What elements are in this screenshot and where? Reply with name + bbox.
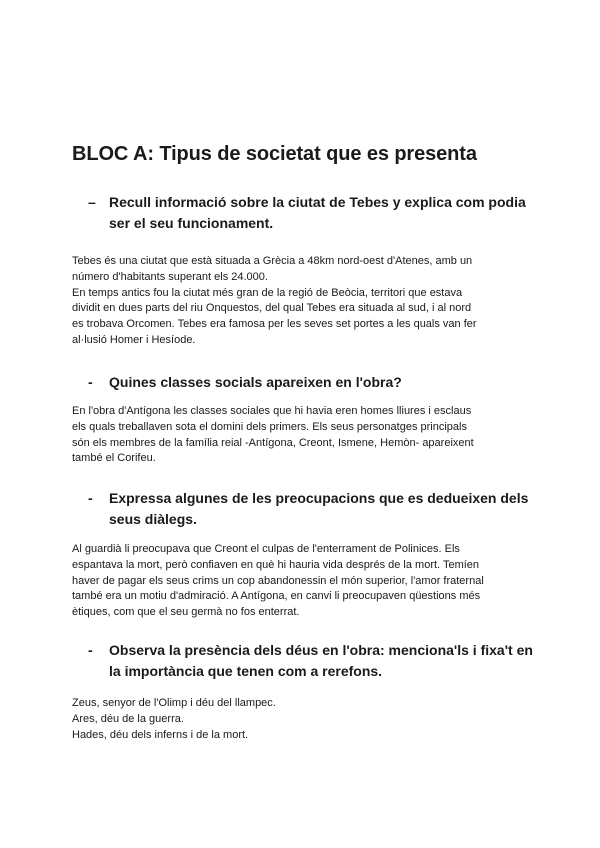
answer-line: Hades, déu dels inferns i de la mort.: [72, 728, 249, 741]
question-2: [88, 372, 548, 393]
answer-line: En temps antics fou la ciutat més gran de la regió de Beòcia, territori que estava: [72, 286, 463, 299]
answer-4: [72, 696, 532, 743]
question-2-text: Quines classes socials apareixen en l'obra?: [109, 374, 402, 390]
answer-line: Al guardià li preocupava que Creont el culpas de l'enterrament de Polinices. Els: [72, 543, 460, 555]
answer-line: Tebes és una ciutat que està situada a Grècia a 48km nord-oest d'Atenes, amb un: [72, 255, 473, 267]
answer-line: són els membres de la família reial -Antígona, Creont, Ismene, Hemòn- apareixent: [72, 436, 474, 449]
answer-line: Zeus, senyor de l'Olimp i déu del llampec.: [72, 697, 276, 709]
question-3-bullet: -: [88, 490, 93, 506]
answer-line: número d'habitants superant els 24.000.: [72, 270, 268, 283]
question-1: [88, 192, 548, 234]
answer-line: En l'obra d'Antígona les classes sociales que hi havia eren homes lliures i esclaus: [72, 405, 472, 417]
answer-1: [72, 254, 532, 349]
answer-line: també era un motiu d'admiració. A Antígona, en canvi li preocupaven qüestions més: [72, 590, 481, 603]
question-4-text: Observa la presència dels déus en l'obra: menciona'ls i fixa't en la importància que tenen com a rerefons.: [109, 642, 533, 679]
answer-line: es trobava Orcomen. Tebes era famosa per les seves set portes a les quals van fer: [72, 318, 477, 331]
answer-line: els quals treballaven sota el domini dels primers. Els seus personatges principals: [72, 420, 467, 433]
answer-line: haver de pagar els seus crims un cop abandonessin el món superior, l'amor fraternal: [72, 574, 484, 587]
question-4: [88, 640, 548, 682]
answer-2: [72, 404, 532, 467]
question-4-bullet: -: [88, 642, 93, 658]
answer-3: [72, 542, 532, 621]
answer-line: dividit en dues parts del riu Onquestos, del qual Tebes era situada al sud, i al nord: [72, 302, 472, 315]
answer-line: també el Corifeu.: [72, 452, 156, 465]
page-title: BLOC A: Tipus de societat que es presenta: [72, 143, 477, 165]
answer-line: Ares, déu de la guerra.: [72, 712, 184, 725]
answer-line: ètiques, com que el seu germà no fos enterrat.: [72, 606, 300, 619]
question-3: [88, 488, 548, 530]
question-2-bullet: -: [88, 374, 93, 390]
answer-line: al·lusió Homer i Hesíode.: [72, 333, 196, 346]
question-1-text: Recull informació sobre la ciutat de Tebes y explica com podia ser el seu funcionament.: [109, 194, 526, 231]
answer-line: espantava la mort, però confiaven en què hi hauria vida després de la mort. Temíen: [72, 558, 480, 571]
question-3-text: Expressa algunes de les preocupacions que es dedueixen dels seus diàlegs.: [109, 490, 529, 527]
question-1-bullet: –: [88, 194, 96, 210]
